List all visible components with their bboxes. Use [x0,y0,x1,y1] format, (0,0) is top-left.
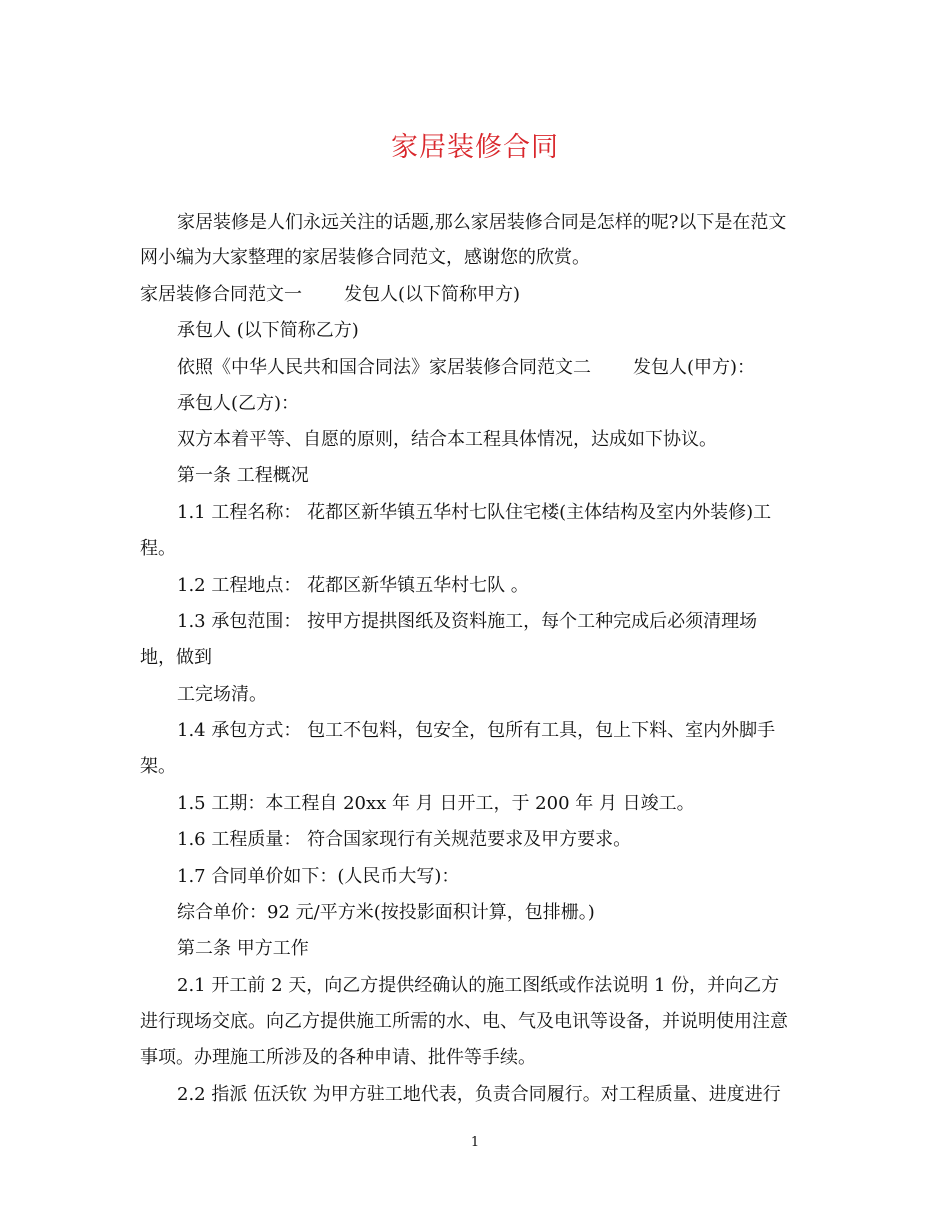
clause-1-3-line-2: 地，做到 [140,647,212,668]
sample-one-heading: 家居装修合同范文一 [140,284,302,305]
clause-2-1-line-1: 2.1 开工前 2 天，向乙方提供经确认的施工图纸或作法说明 1 份，并向乙方 [177,975,780,996]
sample-two-heading: 依照《中华人民共和国合同法》家居装修合同范文二 [177,357,591,378]
employer-label-one: 发包人(以下简称甲方) [344,284,521,305]
intro-line-1: 家居装修是人们永远关注的话题,那么家居装修合同是怎样的呢?以下是在范文 [177,212,787,233]
clause-1-1-line-1: 1.1 工程名称： 花都区新华镇五华村七队住宅楼(主体结构及室内外装修)工 [177,502,772,523]
article-one-heading: 第一条 工程概况 [177,465,309,486]
clause-1-6: 1.6 工程质量： 符合国家现行有关规范要求及甲方要求。 [177,829,632,850]
intro-line-2: 网小编为大家整理的家居装修合同范文，感谢您的欣赏。 [140,247,590,268]
clause-2-1-line-3: 事项。办理施工所涉及的各种申请、批件等手续。 [140,1047,536,1068]
clause-1-1-line-2: 程。 [140,538,176,559]
clause-2-2-line-1: 2.2 指派 伍沃钦 为甲方驻工地代表，负责合同履行。对工程质量、进度进行 [177,1084,781,1105]
clause-1-5: 1.5 工期：本工程自 20xx 年 月 日开工，于 200 年 月 日竣工。 [177,793,695,814]
clause-1-2: 1.2 工程地点： 花都区新华镇五华村七队 。 [177,575,529,596]
sample-two-line [177,355,755,381]
contractor-label-two: 承包人(乙方)： [177,393,300,414]
document-title: 家居装修合同 [391,132,559,163]
clause-1-4-line-1: 1.4 承包方式： 包工不包料，包安全，包所有工具，包上下料、室内外脚手 [177,720,776,741]
article-two-heading: 第二条 甲方工作 [177,938,309,959]
clause-1-7: 1.7 合同单价如下：(人民币大写)： [177,866,460,887]
agreement-statement: 双方本着平等、自愿的原则，结合本工程具体情况，达成如下协议。 [177,429,717,450]
clause-1-3-line-3: 工完场清。 [177,684,267,705]
clause-1-4-line-2: 架。 [140,756,176,777]
clause-2-1-line-2: 进行现场交底。向乙方提供施工所需的水、电、气及电讯等设备，并说明使用注意 [140,1011,788,1032]
page-number: 1 [470,1135,480,1150]
unit-price-line: 综合单价：92 元/平方米(按投影面积计算，包排栅。) [177,902,595,923]
sample-one-line [140,282,520,308]
contractor-label-one: 承包人 (以下简称乙方) [177,320,359,341]
clause-1-3-line-1: 1.3 承包范围： 按甲方提拱图纸及资料施工，每个工种完成后必须清理场 [177,611,758,632]
employer-label-two: 发包人(甲方)： [633,357,756,378]
